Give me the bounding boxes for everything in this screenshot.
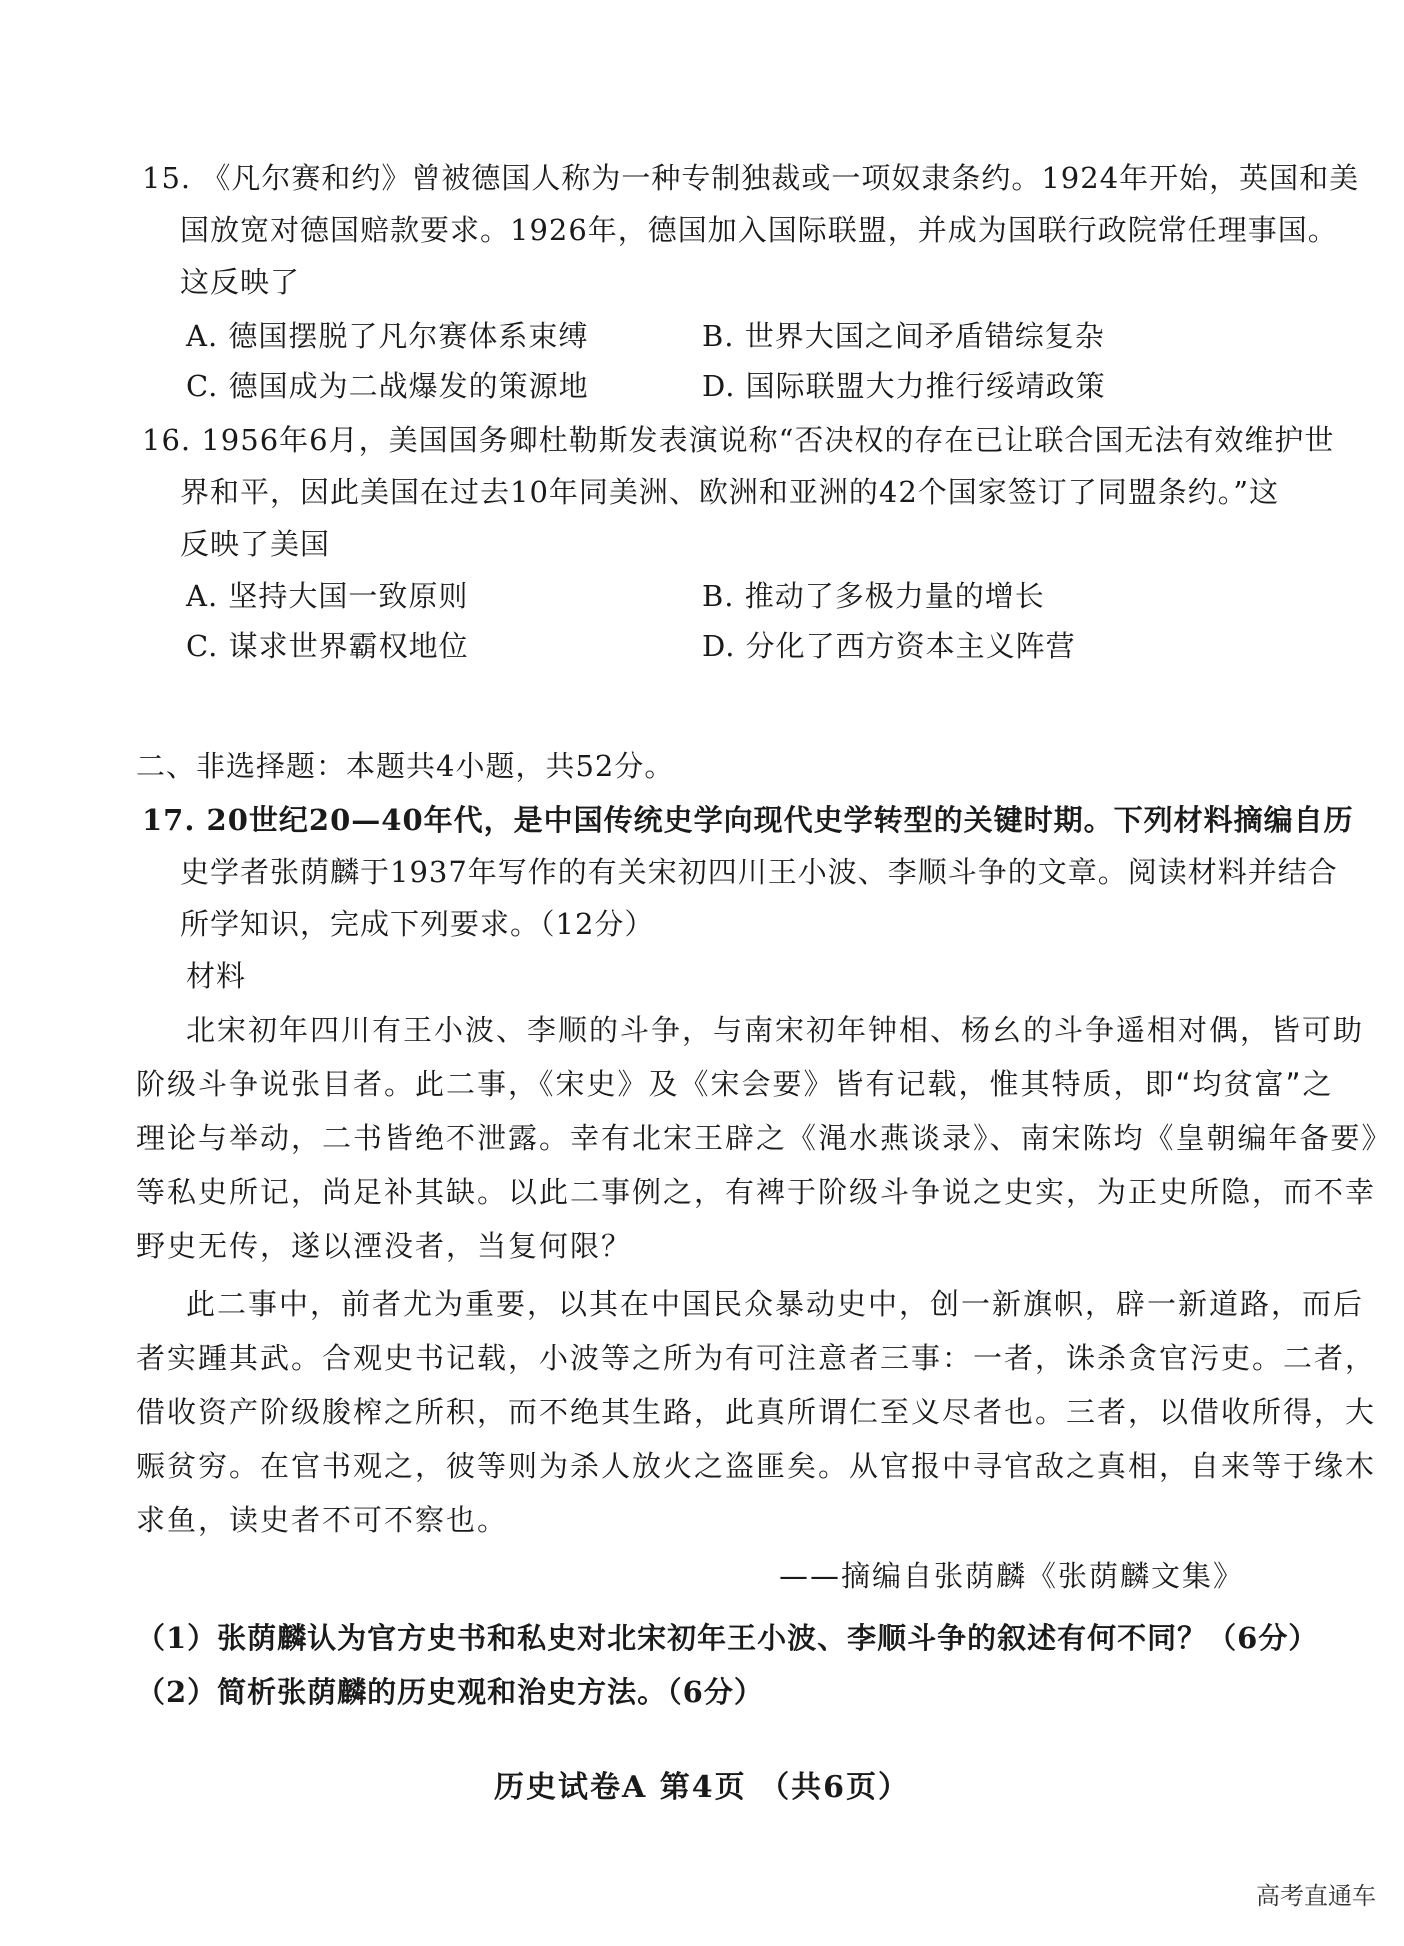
q16-line-3: 反映了美国 bbox=[180, 527, 331, 561]
q16-option-b: B. 推动了多极力量的增长 bbox=[702, 579, 1045, 613]
page-footer: 历史试卷A 第4页 （共6页） bbox=[494, 1770, 910, 1805]
q17-line-1: 17. 20世纪20—40年代，是中国传统史学向现代史学转型的关键时期。下列材料摘编自历 bbox=[142, 803, 1354, 837]
q15-line-2: 国放宽对德国赔款要求。1926年，德国加入国际联盟，并成为国联行政院常任理事国。 bbox=[180, 213, 1338, 247]
q15-line-1: 15. 《凡尔赛和约》曾被德国人称为一种专制独裁或一项奴隶条约。1924年开始，英国和美 bbox=[142, 161, 1360, 195]
q15-option-a: A. 德国摆脱了凡尔赛体系束缚 bbox=[186, 319, 589, 353]
material-p2-line-3: 借收资产阶级朘榨之所积，而不绝其生路，此真所谓仁至义尽者也。三者，以借收所得，大 bbox=[136, 1395, 1377, 1429]
material-label: 材料 bbox=[186, 959, 247, 993]
q17-subquestion-1: （1）张荫麟认为官方史书和私史对北宋初年王小波、李顺斗争的叙述有何不同？（6分） bbox=[136, 1621, 1319, 1655]
q15-option-d: D. 国际联盟大力推行绥靖政策 bbox=[702, 369, 1106, 403]
material-p2-line-5: 求鱼，读史者不可不察也。 bbox=[136, 1503, 509, 1537]
q15-option-c: C. 德国成为二战爆发的策源地 bbox=[186, 369, 589, 403]
q16-line-1: 16. 1956年6月，美国国务卿杜勒斯发表演说称“否决权的存在已让联合国无法有效维护世 bbox=[142, 423, 1335, 457]
material-p1-line-1: 北宋初年四川有王小波、李顺的斗争，与南宋初年钟相、杨幺的斗争遥相对偶，皆可助 bbox=[186, 1013, 1365, 1047]
q16-option-a: A. 坚持大国一致原则 bbox=[186, 579, 469, 613]
q16-line-2: 界和平，因此美国在过去10年同美洲、欧洲和亚洲的42个国家签订了同盟条约。”这 bbox=[180, 475, 1280, 509]
material-p1-line-3: 理论与举动，二书皆绝不泄露。幸有北宋王辟之《渑水燕谈录》、南宋陈均《皇朝编年备要》 bbox=[136, 1121, 1393, 1155]
watermark: 高考直通车 bbox=[1256, 1882, 1376, 1910]
material-p1-line-5: 野史无传，遂以湮没者，当复何限？ bbox=[136, 1229, 633, 1263]
material-source: ——摘编自张荫麟《张荫麟文集》 bbox=[778, 1559, 1244, 1593]
q15-option-b: B. 世界大国之间矛盾错综复杂 bbox=[702, 319, 1105, 353]
q17-line-3: 所学知识，完成下列要求。（12分） bbox=[180, 907, 655, 941]
section-2-heading: 二、非选择题：本题共4小题，共52分。 bbox=[136, 749, 675, 783]
q17-subquestion-2: （2）简析张荫麟的历史观和治史方法。（6分） bbox=[136, 1675, 764, 1709]
q16-option-c: C. 谋求世界霸权地位 bbox=[186, 629, 469, 663]
material-p1-line-4: 等私史所记，尚足补其缺。以此二事例之，有裨于阶级斗争说之史实，为正史所隐，而不幸 bbox=[136, 1175, 1377, 1209]
q15-line-3: 这反映了 bbox=[180, 265, 301, 299]
q16-option-d: D. 分化了西方资本主义阵营 bbox=[702, 629, 1076, 663]
material-p2-line-2: 者实踵其武。合观史书记载，小波等之所为有可注意者三事：一者，诛杀贪官污吏。二者， bbox=[136, 1341, 1377, 1375]
material-p2-line-4: 赈贫穷。在官书观之，彼等则为杀人放火之盗匪矣。从官报中寻官敌之真相，自来等于缘木 bbox=[136, 1449, 1377, 1483]
q17-line-2: 史学者张荫麟于1937年写作的有关宋初四川王小波、李顺斗争的文章。阅读材料并结合 bbox=[180, 855, 1338, 889]
material-p1-line-2: 阶级斗争说张目者。此二事，《宋史》及《宋会要》皆有记载，惟其特质，即“均贫富”之 bbox=[136, 1067, 1334, 1101]
material-p2-line-1: 此二事中，前者尤为重要，以其在中国民众暴动史中，创一新旗帜，辟一新道路，而后 bbox=[186, 1287, 1365, 1321]
